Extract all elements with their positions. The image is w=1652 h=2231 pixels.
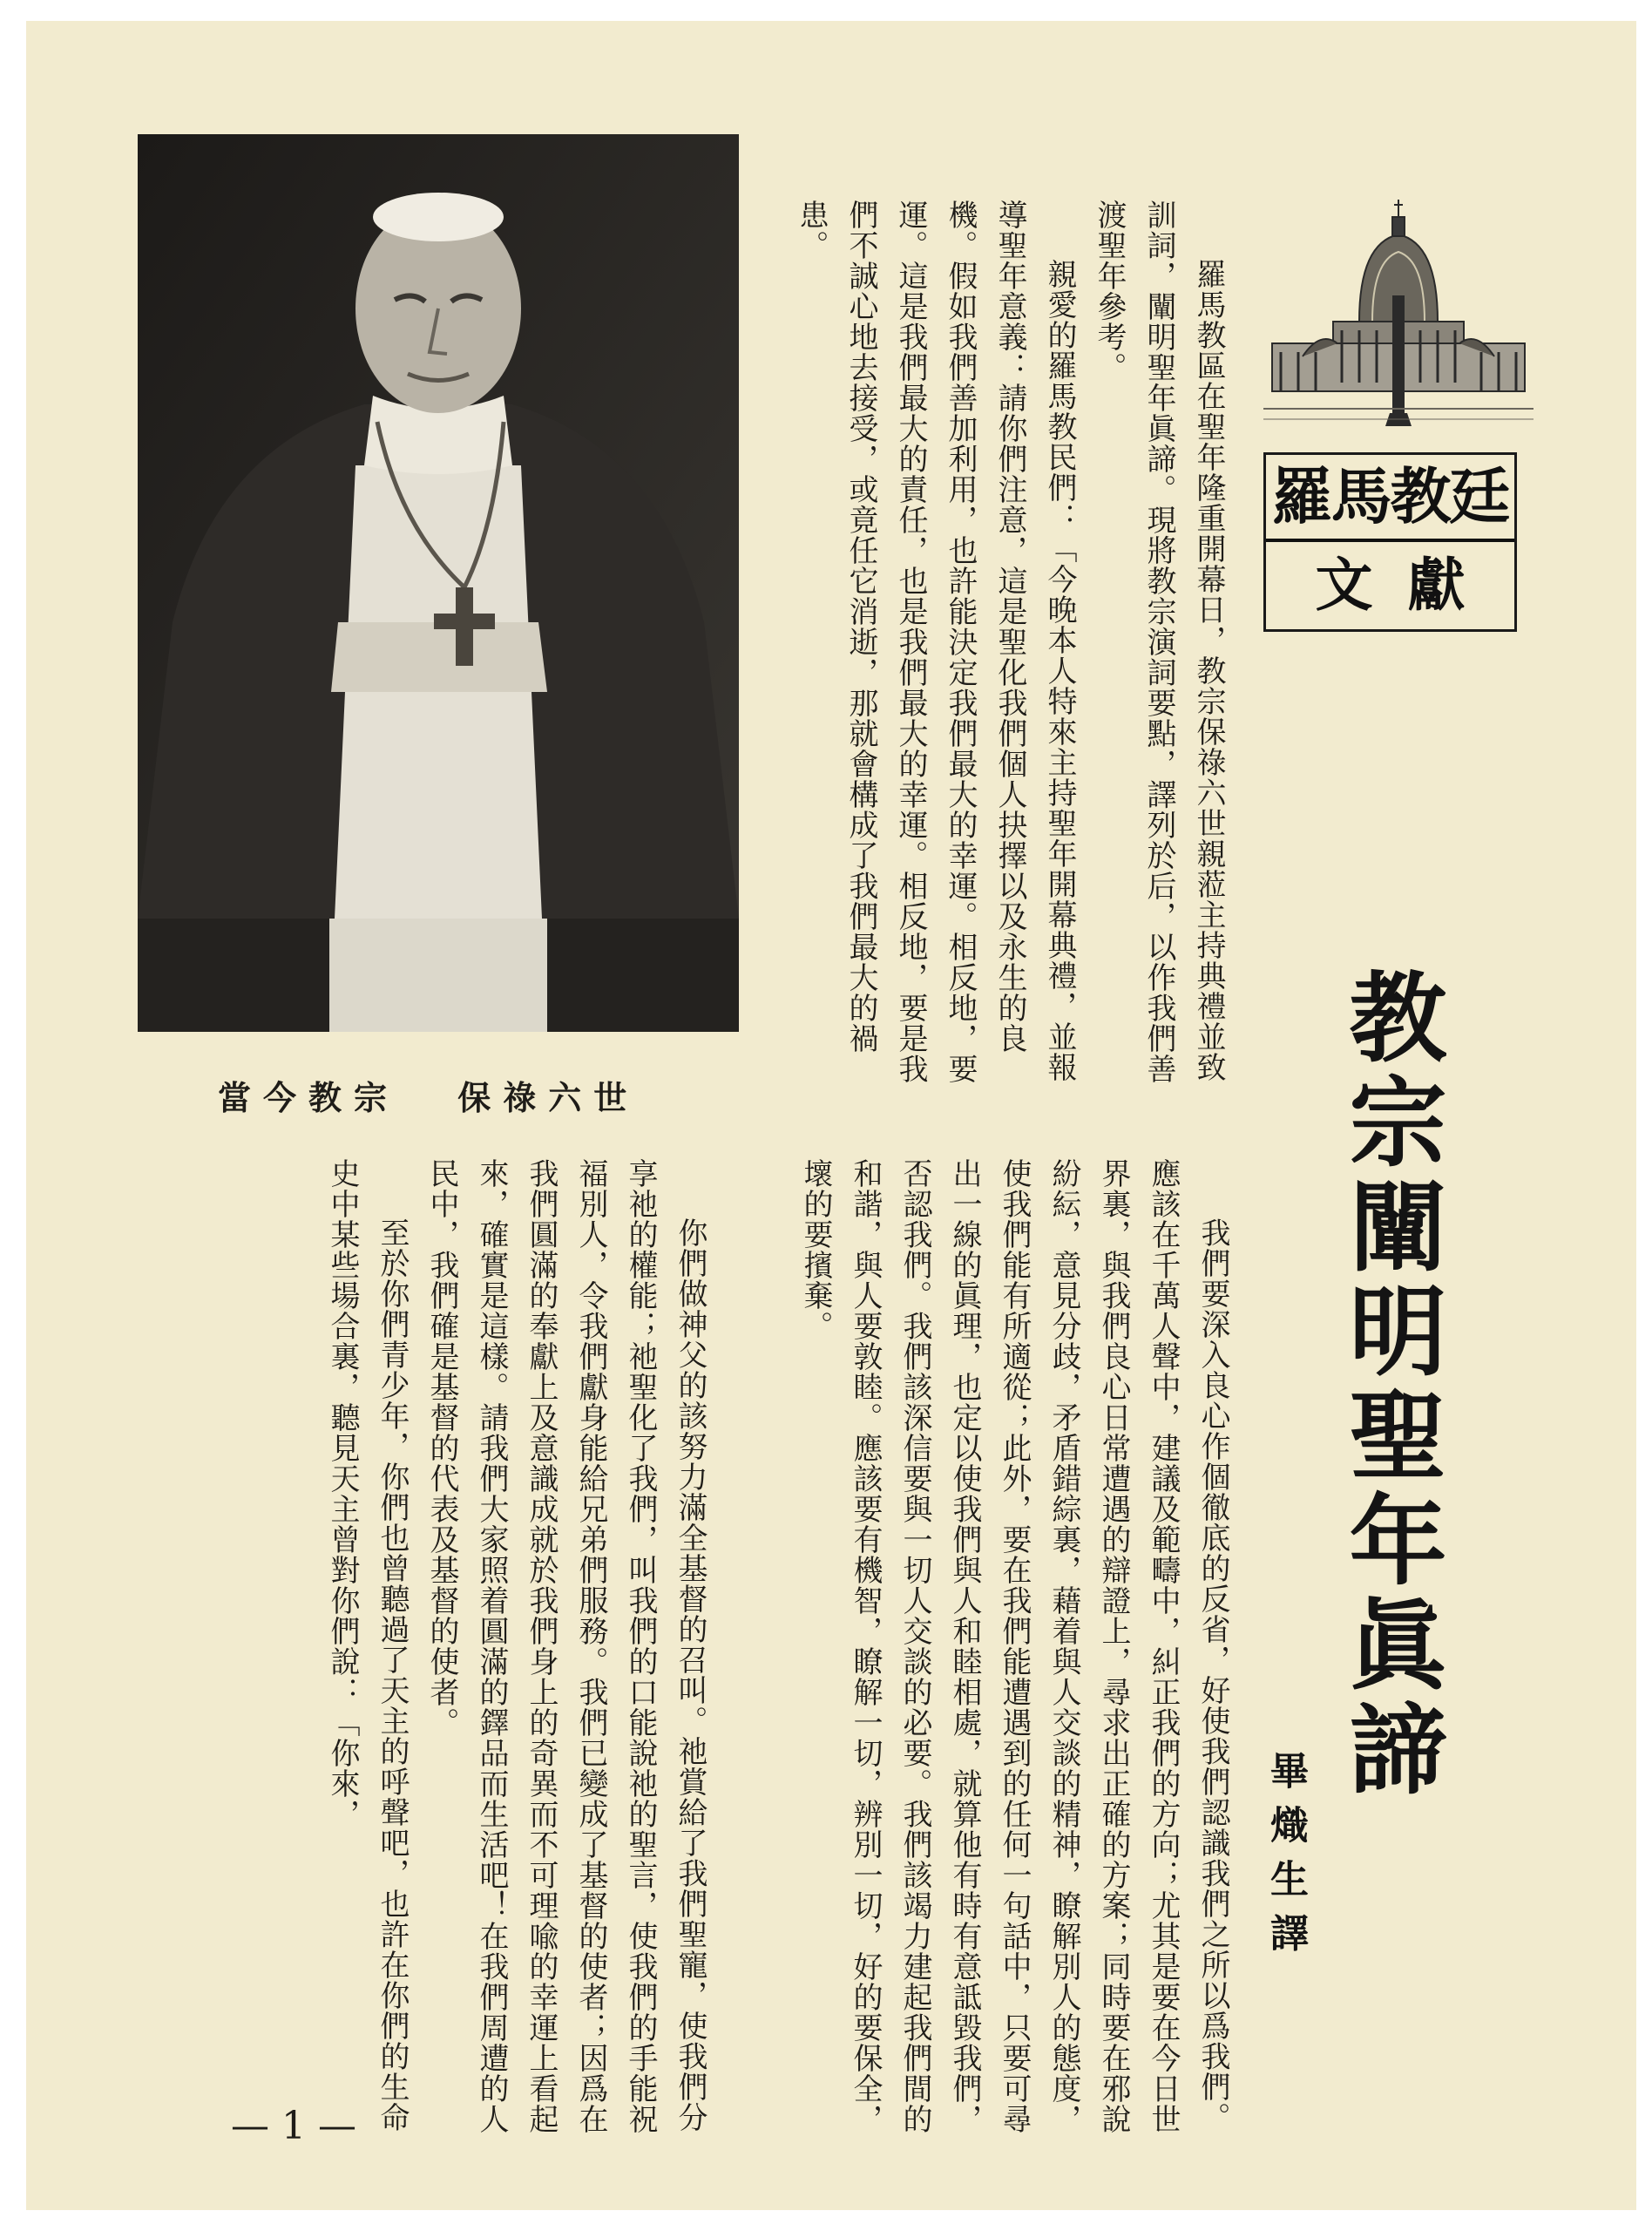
page-number: — 1 — (231, 2104, 356, 2148)
pope-portrait-photo (138, 134, 739, 1032)
caption-left: 當今教宗 (218, 1078, 400, 1117)
paragraph-3: 你們做神父的該努力滿全基督的召叫。祂賞給了我們聖寵，使我們分享祂的權能；祂聖化了我們，叫我們的口能說祂的聖言，使我們的手能祝福別人，令我們獻身能給兄弟們服務。我們已變成了基督的使者；因爲在我們圓滿的奉獻上及意識成就於我們身上的奇異而不可理喩的幸運上看起來，確實是這樣。請我們大家照着圓滿的鐸品而生活吧！在我們周遭的人民中，我們確是基督的代表及基督的使者。 (424, 1158, 708, 2134)
caption-right: 保祿六世 (457, 1078, 640, 1117)
article-author: 畢熾生譯 (1263, 1751, 1308, 1967)
paragraph-4: 至於你們青少年，你們也曾聽過了天主的呼聲吧，也許在你們的生命史中某些場合裏，聽見天主曾對你們說：「你來， (325, 1158, 410, 2133)
paragraph-1: 親愛的羅馬教民們：「今晚本人特來主持聖年開幕典禮，並報導聖年意義：請你們注意，這是聖化我們個人抉擇以及永生的良機。假如我們善加利用，也許能決定我們最大的幸運。相反地，要運。這是我們最大的責任，也是我們最大的幸運。相反地，要是我們不誠心地去接受，或竟任它消逝，那就會構成了我們最大的禍患。 (794, 200, 1077, 1084)
article-title: 教宗闡明聖年眞諦 (1333, 966, 1446, 1803)
article-bottom-left-text (240, 1158, 714, 2143)
article-bottom-right-text (723, 1158, 1237, 2143)
portrait-image (138, 134, 739, 1032)
intro-paragraph: 羅馬教區在聖年隆重開幕日，教宗保祿六世親蒞主持典禮並致訓詞，闡明聖年眞諦。現將教宗演詞要點，譯列於后，以作我們善渡聖年參考。 (1092, 200, 1226, 1084)
paragraph-2: 我們要深入良心作個徹底的反省，好使我們認識我們之所以爲我們。應該在千萬人聲中，建議及範疇中，糾正我們的方向；尤其是要在今日世界裏，與我們良心日常遭遇的辯證上，尋求出正確的方案；同時要在邪說紛紜，意見分歧，矛盾錯綜裏，藉着與人交談的精神，瞭解別人的態度，使我們能有所適從；此外，要在我們能遭遇到的任何一句話中，只要可尋出一線的眞理，也定以使我們與人和睦相處，就算他有時有意詆毀我們，否認我們。我們該深信要與一切人交談的必要。我們該竭力建起我們間的和諧，與人要敦睦。應該要有機智，瞭解一切，辨別一切，好的要保全，壞的要擯棄。 (798, 1158, 1230, 2134)
document-page (26, 21, 1636, 2210)
photo-caption (218, 1071, 723, 1115)
section-header-line2: 文獻 (1266, 542, 1514, 629)
section-header-line1: 羅馬教廷 (1266, 455, 1514, 542)
article-top-text (749, 200, 1233, 1097)
section-header (1263, 452, 1517, 632)
basilica-illustration (1255, 191, 1542, 444)
